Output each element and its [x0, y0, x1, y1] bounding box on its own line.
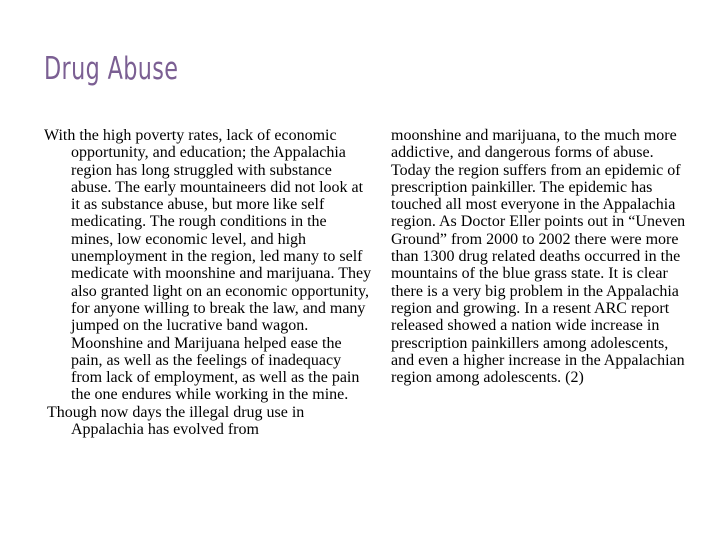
body-paragraph-1: With the high poverty rates, lack of economic opportunity, and education; the Appalachia region has long struggled with substance abuse. The early mountaineers did not look at it as substance abuse, but more like self medicating. The rough conditions in the mines, low economic level, and high unemployment in the region, led many to self medicate with moonshine and marijuana. They also granted light on an economic opportunity, for anyone willing to break the law, and many jumped on the lucrative band wagon. Moonshine and Marijuana helped ease the pain, as well as the feelings of inadequacy from lack of employment, as well as the pain the one endures while working in the mine.	[44, 127, 372, 404]
right-text-column	[391, 127, 693, 386]
slide-title: Drug Abuse	[44, 51, 179, 87]
body-paragraph-continued: moonshine and marijuana, to the much more addictive, and dangerous forms of abuse. Today the region suffers from an epidemic of prescription painkiller. The epidemic has touched all most everyone in the Appalachia region. As Doctor Eller points out in “Uneven Ground” from 2000 to 2002 there were more than 1300 drug related deaths occurred in the mountains of the blue grass state. It is clear there is a very big problem in the Appalachia region and growing. In a resent ARC report released showed a nation wide increase in prescription painkillers among adolescents, and even a higher increase in the Appalachian region among adolescents. (2)	[391, 127, 686, 387]
left-text-column	[44, 127, 372, 438]
body-paragraph-2: Though now days the illegal drug use in Appalachia has evolved from	[47, 403, 305, 439]
